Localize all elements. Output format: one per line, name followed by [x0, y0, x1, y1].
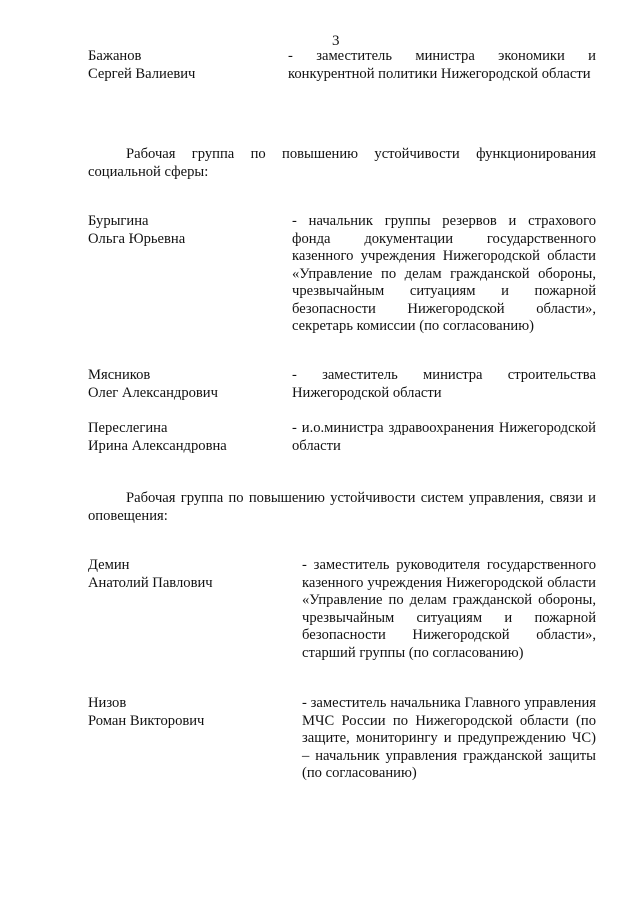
- member-position: - заместитель начальника Главного управления МЧС России по Нижегородской области (по защите, мониторингу и предупреждению ЧС) – начальник управления гражданской защиты (по согласованию): [302, 695, 596, 781]
- member-position: - заместитель руководителя государственного казенного учреждения Нижегородской области «Управление по делам гражданской обороны, чрезвычайным ситуациям и пожарной безопасности Нижегородской области», старший группы (по согласованию): [302, 557, 596, 661]
- member-name: Бурыгина Ольга Юрьевна: [88, 213, 186, 247]
- member-position: - начальник группы резервов и страхового фонда документации государственного казенного учреждения Нижегородской области «Управление по делам гражданской обороны, чрезвычайным ситуациям и пожарной безопасности Нижегородской области», секретарь комиссии (по согласованию): [292, 213, 596, 334]
- member-name: Бажанов Сергей Валиевич: [88, 48, 196, 82]
- member-name: Демин Анатолий Павлович: [88, 557, 213, 591]
- group-heading: Рабочая группа по повышению устойчивости функционирования социальной сферы:: [88, 146, 596, 180]
- member-name: Низов Роман Викторович: [88, 695, 205, 729]
- page-number: 3: [332, 33, 340, 49]
- member-name: Мясников Олег Александрович: [88, 367, 218, 401]
- member-position: - заместитель министра строительства Нижегородской области: [292, 367, 596, 401]
- member-position: - заместитель министра экономики и конкурентной политики Нижегородской области: [288, 48, 596, 82]
- member-position: - и.о.министра здравоохранения Нижегородской области: [292, 420, 596, 454]
- member-name: Переслегина Ирина Александровна: [88, 420, 227, 454]
- group-heading: Рабочая группа по повышению устойчивости систем управления, связи и оповещения:: [88, 490, 596, 524]
